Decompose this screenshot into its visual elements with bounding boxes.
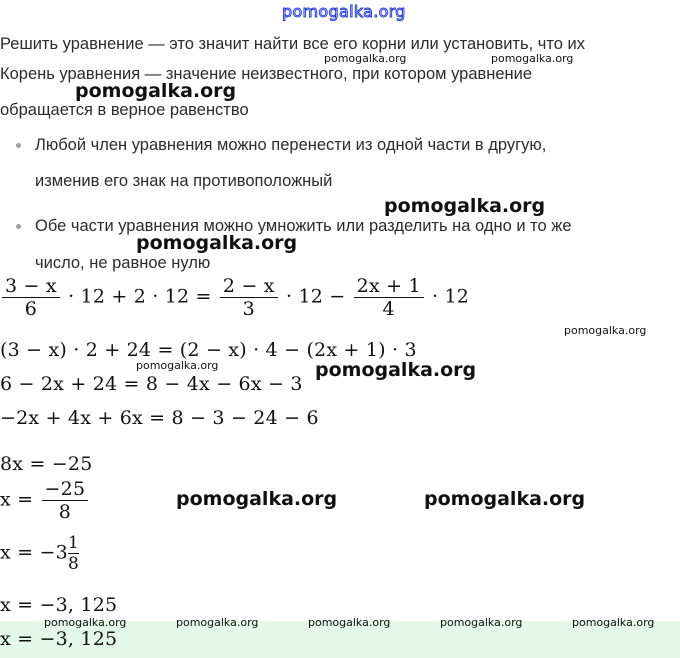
fraction-numerator: −25 xyxy=(44,478,86,500)
watermark: pomogalka.org xyxy=(564,324,647,337)
expression-part: · 12 + 2 · 12 = xyxy=(68,285,212,308)
final-answer: x = −3, 125 xyxy=(0,628,118,650)
fraction-denominator: 3 xyxy=(220,297,278,320)
watermark: pomogalka.org xyxy=(44,616,127,629)
bullet-dot-icon xyxy=(16,224,21,229)
expression-part: x = xyxy=(0,488,34,511)
intro-line-1: Решить уравнение — это значит найти все его корни или установить, что их xyxy=(0,35,585,53)
expression-part: · 12 xyxy=(432,285,470,308)
rule-1-line-1: Любой член уравнения можно перенести из одной части в другую, xyxy=(35,136,547,154)
fraction-numerator: 1 xyxy=(67,533,79,553)
watermark: pomogalka.org xyxy=(424,488,586,510)
rule-2-line-1: Обе части уравнения можно умножить или разделить на одно и то же xyxy=(35,217,572,235)
watermark: pomogalka.org xyxy=(176,616,259,629)
watermark: pomogalka.org xyxy=(491,52,574,65)
watermark: pomogalka.org xyxy=(75,80,237,102)
equation-step-4: −2x + 4x + 6x = 8 − 3 − 24 − 6 xyxy=(0,407,319,429)
equation-step-7 xyxy=(0,533,79,574)
intro-line-2: Корень уравнения — значение неизвестного, при котором уравнение xyxy=(0,65,533,83)
watermark: pomogalka.org xyxy=(176,488,338,510)
fraction-numerator: 3 − x xyxy=(5,275,57,297)
watermark: pomogalka.org xyxy=(136,359,219,372)
fraction xyxy=(2,275,60,320)
watermark: pomogalka.org xyxy=(136,232,298,254)
rule-1-line-2: изменив его знак на противоположный xyxy=(35,172,333,190)
mixed-fraction xyxy=(68,533,79,574)
fraction-numerator: 2x + 1 xyxy=(356,275,421,297)
equation-step-2: (3 − x) · 2 + 24 = (2 − x) · 4 − (2x + 1) · 3 xyxy=(0,339,417,361)
watermark: pomogalka.org xyxy=(308,616,391,629)
fraction-numerator: 2 − x xyxy=(222,275,275,297)
bullet-dot-icon xyxy=(16,143,21,148)
equation-step-1 xyxy=(0,275,469,320)
equation-step-5: 8x = −25 xyxy=(0,453,93,475)
watermark: pomogalka.org xyxy=(324,52,407,65)
watermark: pomogalka.org xyxy=(440,616,523,629)
equation-step-8: x = −3, 125 xyxy=(0,594,118,616)
fraction-denominator: 8 xyxy=(67,554,79,574)
fraction xyxy=(354,275,424,320)
fraction xyxy=(42,478,89,523)
site-logo[interactable]: pomogalka.org xyxy=(282,2,406,21)
fraction-denominator: 6 xyxy=(2,297,60,320)
equation-step-6 xyxy=(0,478,90,523)
rule-2-line-2: число, не равное нулю xyxy=(35,254,211,272)
intro-line-3: обращается в верное равенство xyxy=(0,101,249,119)
fraction-denominator: 8 xyxy=(42,500,89,523)
watermark: pomogalka.org xyxy=(315,359,477,381)
fraction xyxy=(220,275,278,320)
fraction-denominator: 4 xyxy=(354,297,424,320)
equation-step-3: 6 − 2x + 24 = 8 − 4x − 6x − 3 xyxy=(0,373,303,395)
watermark: pomogalka.org xyxy=(384,195,546,217)
expression-part: x = −3 xyxy=(0,541,68,564)
expression-part: · 12 − xyxy=(285,285,346,308)
watermark: pomogalka.org xyxy=(572,616,655,629)
